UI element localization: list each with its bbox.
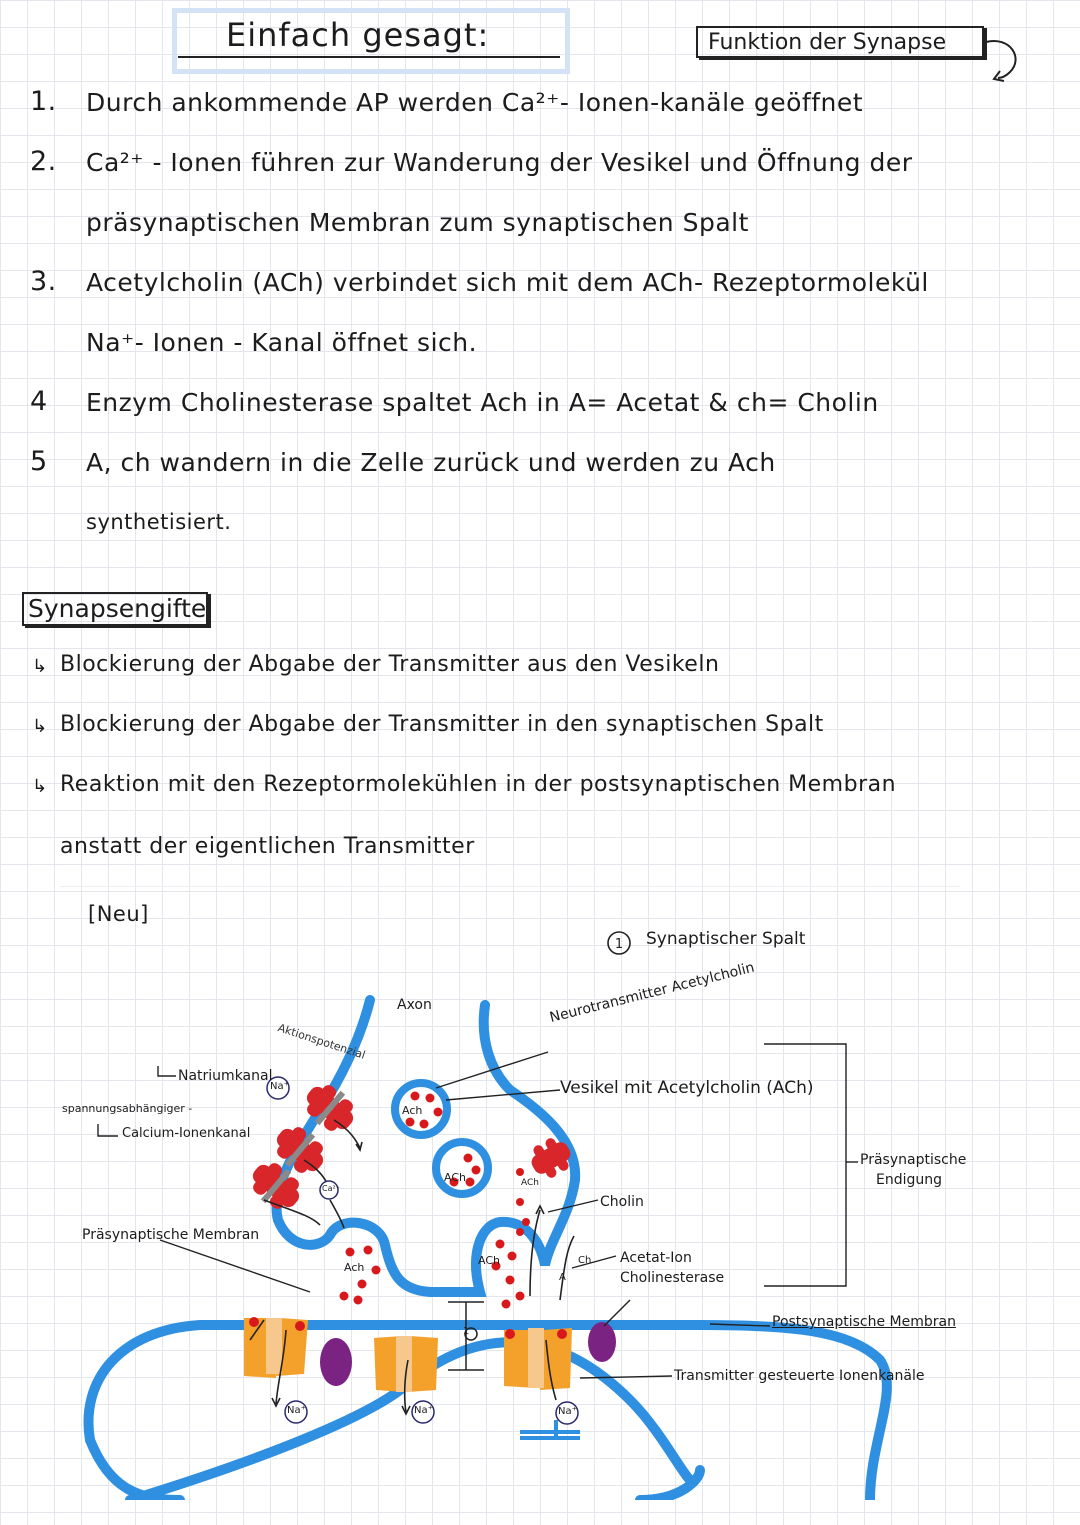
enzyme-cholinesterase-2 <box>588 1322 616 1362</box>
toxin-bullet-2: ↳ <box>32 716 48 737</box>
na-ion-4: Na⁺ <box>558 1406 577 1417</box>
vesicle-label: Vesikel mit Acetylcholin (ACh) <box>560 1078 814 1098</box>
neurotransmitter-label: Neurotransmitter Acetylcholin <box>548 959 757 1026</box>
toxin-bullet-3: ↳ <box>32 776 48 797</box>
toxin-item-3: Reaktion mit den Rezeptormolekühlen in der postsynaptischen Membran <box>60 772 897 797</box>
step-1-text: Durch ankommende AP werden Ca²⁺- Ionen-kanäle geöffnet <box>86 88 864 117</box>
step-2-text: Ca²⁺ - Ionen führen zur Wanderung der Vesikel und Öffnung der <box>86 148 913 177</box>
function-heading: Funktion der Synapse <box>696 26 984 58</box>
step-5-text-cont: synthetisiert. <box>86 510 232 534</box>
step-4-number: 4 <box>30 386 48 417</box>
enzyme-cholinesterase-1 <box>320 1338 352 1386</box>
na-ion-1: Na⁺ <box>270 1081 289 1092</box>
postsynaptic-membrane-label: Postsynaptische Membran <box>772 1314 956 1330</box>
legend-text: Synaptischer Spalt <box>646 929 806 949</box>
ch-label: Ch <box>578 1255 592 1266</box>
presynaptic-membrane-label: Präsynaptische Membran <box>82 1227 260 1243</box>
toxins-heading: Synapsengifte <box>22 592 208 626</box>
na-ion-2: Na⁺ <box>287 1405 306 1416</box>
reuptake-ach-label: ACh <box>521 1178 539 1188</box>
section-divider <box>60 886 960 887</box>
diagram-tag: [Neu] <box>88 902 149 926</box>
presynaptic-ending-label-2: Endigung <box>876 1172 943 1188</box>
postsynaptic-bottom <box>90 1440 700 1500</box>
calcium-channel-label: Calcium-Ionenkanal <box>122 1126 251 1141</box>
release-ach-label-left: Ach <box>344 1261 365 1274</box>
voltage-dependent-label: spannungsabhängiger - <box>62 1102 193 1115</box>
toxin-bullet-1: ↳ <box>32 656 48 677</box>
presynaptic-ending-label-1: Präsynaptische <box>860 1152 967 1168</box>
toxin-item-3-cont: anstatt der eigentlichen Transmitter <box>60 834 475 859</box>
legend-number-circle <box>606 930 632 956</box>
step-5-number: 5 <box>30 446 48 477</box>
acetat-ion-label: Acetat-Ion <box>620 1250 692 1266</box>
vesicle-1-label: Ach <box>402 1104 423 1117</box>
step-3-number: 3. <box>30 266 57 297</box>
release-ach-label-right: ACh <box>478 1254 500 1267</box>
step-1-number: 1. <box>30 86 57 117</box>
page-title: Einfach gesagt: <box>226 16 490 54</box>
receptor-1 <box>244 1317 308 1378</box>
vesicles <box>395 1083 488 1194</box>
vesicle-2 <box>436 1142 488 1194</box>
title-underline <box>178 56 560 58</box>
a-label: A <box>559 1272 566 1283</box>
receptor-3 <box>504 1328 572 1390</box>
step-2-number: 2. <box>30 146 57 177</box>
cholin-label: Cholin <box>600 1194 644 1210</box>
cleft-marker-label: 1 <box>463 1326 470 1337</box>
ca-ion: Ca²⁺ <box>322 1184 340 1193</box>
step-3-text-cont: Na⁺- Ionen - Kanal öffnet sich. <box>86 328 478 357</box>
sodium-channel-label: Natriumkanal <box>178 1068 273 1084</box>
step-5-text: A, ch wandern in die Zelle zurück und werden zu Ach <box>86 448 776 477</box>
curved-arrow-icon <box>980 28 1022 84</box>
step-2-text-cont: präsynaptischen Membran zum synaptischen Spalt <box>86 208 749 237</box>
action-potential-label: Aktionspotenzial <box>276 1021 367 1062</box>
vesicle-2-label: ACh <box>444 1171 466 1184</box>
toxin-item-2: Blockierung der Abgabe der Transmitter in den synaptischen Spalt <box>60 712 824 737</box>
ion-channels-label: Transmitter gesteuerte Ionenkanäle <box>674 1368 925 1384</box>
legend-number: 1 <box>614 937 624 952</box>
step-3-text: Acetylcholin (ACh) verbindet sich mit dem ACh- Rezeptormolekül <box>86 268 929 297</box>
na-ion-3: Na⁺ <box>414 1405 433 1416</box>
cholinesterase-label: Cholinesterase <box>620 1270 725 1286</box>
receptor-2 <box>374 1336 438 1392</box>
toxin-item-1: Blockierung der Abgabe der Transmitter aus den Vesikeln <box>60 652 720 677</box>
step-4-text: Enzym Cholinesterase spaltet Ach in A= Acetat & ch= Cholin <box>86 388 879 417</box>
axon-label: Axon <box>397 997 432 1013</box>
